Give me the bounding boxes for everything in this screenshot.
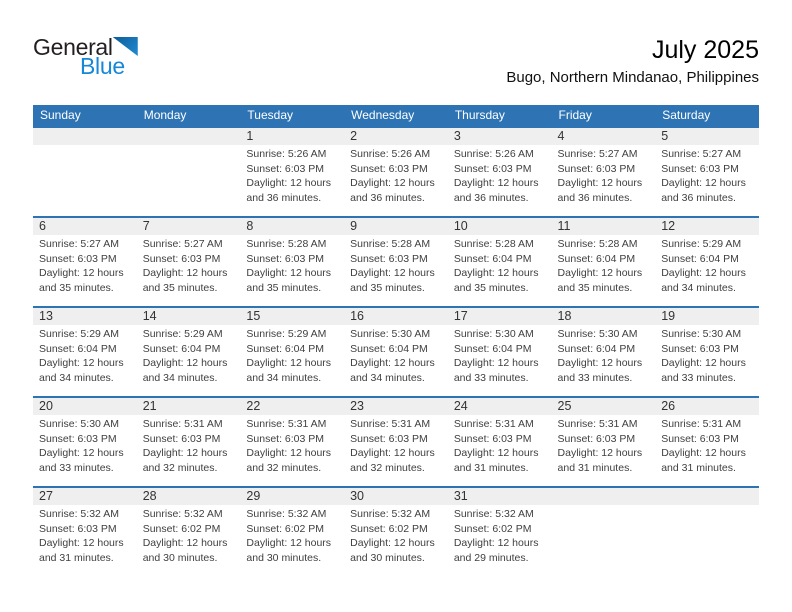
day-number: 11 (552, 217, 656, 235)
page-header (33, 34, 759, 94)
day-number: 15 (240, 307, 344, 325)
day-detail-line: Sunrise: 5:32 AM (246, 508, 327, 520)
week-day-details-row (33, 145, 759, 217)
week-day-number-row (33, 307, 759, 325)
day-detail-line: Daylight: 12 hours (350, 447, 435, 459)
day-detail-line: Daylight: 12 hours (557, 177, 643, 189)
day-detail-line: and 32 minutes. (246, 461, 322, 474)
day-detail-line: Daylight: 12 hours (453, 357, 539, 369)
day-details (448, 145, 552, 217)
weekday-header-friday: Friday (552, 105, 656, 127)
day-detail-line: Sunset: 6:03 PM (39, 252, 117, 265)
day-number: 25 (552, 397, 656, 415)
weekday-header-thursday: Thursday (448, 105, 552, 127)
day-detail-line: Sunset: 6:04 PM (142, 342, 221, 355)
day-detail-line: Sunset: 6:03 PM (142, 252, 221, 265)
day-detail-line: and 30 minutes. (142, 551, 218, 564)
day-detail-line: Daylight: 12 hours (661, 267, 746, 279)
day-detail-line: Sunrise: 5:27 AM (39, 238, 119, 250)
day-detail-line: Daylight: 12 hours (661, 447, 746, 459)
day-number: 26 (655, 397, 759, 415)
day-detail-line: Sunset: 6:04 PM (246, 342, 325, 355)
day-details (655, 325, 759, 397)
day-details (240, 145, 344, 217)
month-title: July 2025 (651, 36, 759, 64)
day-number: 18 (552, 307, 656, 325)
day-detail-line: Sunrise: 5:28 AM (557, 238, 638, 250)
day-detail-line: Daylight: 12 hours (557, 447, 643, 459)
week-day-number-row (33, 127, 759, 145)
day-details (137, 235, 241, 307)
day-detail-line: Daylight: 12 hours (661, 177, 746, 189)
day-number: 24 (448, 397, 552, 415)
day-details (448, 415, 552, 487)
empty-day-number (33, 127, 137, 145)
day-detail-line: Sunrise: 5:30 AM (350, 328, 431, 340)
day-details (33, 415, 137, 487)
day-details (448, 325, 552, 397)
day-detail-line: Sunset: 6:03 PM (246, 432, 325, 445)
day-detail-line: and 31 minutes. (661, 461, 736, 474)
day-detail-line: Sunset: 6:02 PM (350, 522, 428, 535)
day-detail-line: Sunset: 6:03 PM (661, 342, 739, 355)
day-number: 5 (655, 127, 759, 145)
day-detail-line: Sunset: 6:04 PM (350, 342, 428, 355)
day-detail-line: Daylight: 12 hours (661, 357, 746, 369)
day-detail-line: Sunrise: 5:28 AM (350, 238, 431, 250)
empty-day-details (552, 505, 656, 576)
day-number: 31 (448, 487, 552, 505)
day-detail-line: Sunset: 6:03 PM (557, 432, 636, 445)
day-details (344, 235, 448, 307)
day-detail-line: Sunset: 6:04 PM (557, 342, 636, 355)
day-number: 30 (344, 487, 448, 505)
day-detail-line: Daylight: 12 hours (350, 357, 435, 369)
day-detail-line: Sunrise: 5:29 AM (142, 328, 223, 340)
day-detail-line: and 33 minutes. (661, 371, 736, 384)
day-number: 22 (240, 397, 344, 415)
day-detail-line: Daylight: 12 hours (453, 447, 539, 459)
week-day-details-row (33, 325, 759, 397)
day-detail-line: Daylight: 12 hours (39, 267, 124, 279)
day-number: 9 (344, 217, 448, 235)
day-details (344, 505, 448, 576)
day-number: 20 (33, 397, 137, 415)
day-detail-line: and 31 minutes. (453, 461, 529, 474)
day-detail-line: Sunset: 6:03 PM (39, 432, 117, 445)
day-detail-line: Daylight: 12 hours (246, 177, 332, 189)
week-day-details-row (33, 505, 759, 576)
day-detail-line: Sunrise: 5:31 AM (246, 418, 327, 430)
day-detail-line: Sunrise: 5:31 AM (142, 418, 223, 430)
day-details (137, 415, 241, 487)
day-details (655, 235, 759, 307)
day-detail-line: and 35 minutes. (557, 281, 633, 294)
day-detail-line: and 29 minutes. (453, 551, 529, 564)
day-detail-line: and 30 minutes. (246, 551, 322, 564)
day-detail-line: and 36 minutes. (246, 191, 322, 204)
day-details (240, 235, 344, 307)
day-number: 10 (448, 217, 552, 235)
day-details (552, 145, 656, 217)
day-details (448, 235, 552, 307)
day-number: 12 (655, 217, 759, 235)
day-detail-line: and 35 minutes. (39, 281, 114, 294)
day-detail-line: Sunrise: 5:32 AM (39, 508, 119, 520)
day-detail-line: Sunset: 6:03 PM (39, 522, 117, 535)
day-number: 29 (240, 487, 344, 505)
day-detail-line: and 34 minutes. (39, 371, 114, 384)
day-detail-line: Daylight: 12 hours (350, 267, 435, 279)
day-number: 13 (33, 307, 137, 325)
day-number: 2 (344, 127, 448, 145)
day-detail-line: Sunrise: 5:26 AM (350, 148, 431, 160)
day-number: 28 (137, 487, 241, 505)
day-number: 16 (344, 307, 448, 325)
week-day-number-row (33, 397, 759, 415)
day-detail-line: Daylight: 12 hours (246, 357, 332, 369)
day-detail-line: and 31 minutes. (39, 551, 114, 564)
weekday-header-wednesday: Wednesday (344, 105, 448, 127)
calendar-header (33, 105, 759, 127)
week-day-details-row (33, 415, 759, 487)
day-detail-line: Daylight: 12 hours (246, 537, 332, 549)
day-detail-line: and 36 minutes. (350, 191, 425, 204)
day-detail-line: Sunrise: 5:31 AM (350, 418, 431, 430)
day-detail-line: Daylight: 12 hours (453, 177, 539, 189)
day-detail-line: Daylight: 12 hours (142, 447, 228, 459)
day-detail-line: and 34 minutes. (246, 371, 322, 384)
weekday-header-monday: Monday (137, 105, 241, 127)
day-detail-line: Sunrise: 5:28 AM (453, 238, 534, 250)
calendar-body (33, 127, 759, 576)
day-detail-line: Sunset: 6:03 PM (246, 252, 325, 265)
day-detail-line: and 35 minutes. (350, 281, 425, 294)
day-detail-line: and 32 minutes. (142, 461, 218, 474)
general-blue-logo (33, 34, 173, 80)
day-details (448, 505, 552, 576)
day-detail-line: and 33 minutes. (557, 371, 633, 384)
day-detail-line: and 32 minutes. (350, 461, 425, 474)
location-subtitle: Bugo, Northern Mindanao, Philippines (506, 69, 759, 86)
calendar-table (33, 105, 759, 576)
day-detail-line: Sunrise: 5:31 AM (557, 418, 638, 430)
day-detail-line: and 36 minutes. (557, 191, 633, 204)
day-detail-line: Daylight: 12 hours (557, 357, 643, 369)
day-detail-line: Daylight: 12 hours (39, 447, 124, 459)
day-detail-line: and 33 minutes. (453, 371, 529, 384)
day-details (33, 505, 137, 576)
logo-text-blue: Blue (80, 53, 125, 79)
day-detail-line: Sunset: 6:03 PM (661, 162, 739, 175)
day-details (344, 325, 448, 397)
day-details (552, 325, 656, 397)
day-number: 7 (137, 217, 241, 235)
day-detail-line: Daylight: 12 hours (142, 537, 228, 549)
empty-day-number (655, 487, 759, 505)
day-detail-line: Daylight: 12 hours (453, 267, 539, 279)
title-block (506, 34, 759, 86)
week-day-number-row (33, 217, 759, 235)
day-details (552, 415, 656, 487)
day-detail-line: and 35 minutes. (142, 281, 218, 294)
day-detail-line: Daylight: 12 hours (246, 267, 332, 279)
day-number: 19 (655, 307, 759, 325)
week-day-number-row (33, 487, 759, 505)
day-detail-line: Sunrise: 5:30 AM (557, 328, 638, 340)
day-detail-line: Sunrise: 5:32 AM (142, 508, 223, 520)
day-detail-line: and 35 minutes. (246, 281, 322, 294)
day-number: 1 (240, 127, 344, 145)
week-day-details-row (33, 235, 759, 307)
day-details (552, 235, 656, 307)
day-details (655, 145, 759, 217)
day-details (344, 415, 448, 487)
empty-day-number (137, 127, 241, 145)
day-detail-line: Sunset: 6:03 PM (453, 432, 532, 445)
day-details (33, 235, 137, 307)
day-detail-line: Daylight: 12 hours (39, 537, 124, 549)
empty-day-details (137, 145, 241, 217)
day-detail-line: Sunset: 6:03 PM (661, 432, 739, 445)
day-number: 3 (448, 127, 552, 145)
day-details (655, 415, 759, 487)
day-detail-line: and 34 minutes. (661, 281, 736, 294)
day-detail-line: Sunset: 6:02 PM (453, 522, 532, 535)
day-detail-line: Sunset: 6:04 PM (453, 342, 532, 355)
logo-text-general: General (33, 34, 113, 60)
day-detail-line: and 34 minutes. (142, 371, 218, 384)
day-detail-line: and 33 minutes. (39, 461, 114, 474)
day-detail-line: Sunset: 6:03 PM (246, 162, 325, 175)
day-detail-line: Daylight: 12 hours (142, 357, 228, 369)
day-detail-line: and 36 minutes. (661, 191, 736, 204)
day-detail-line: Daylight: 12 hours (350, 177, 435, 189)
day-detail-line: Sunrise: 5:28 AM (246, 238, 327, 250)
day-detail-line: and 35 minutes. (453, 281, 529, 294)
day-detail-line: Sunrise: 5:30 AM (661, 328, 742, 340)
day-detail-line: Sunset: 6:04 PM (557, 252, 636, 265)
day-detail-line: and 34 minutes. (350, 371, 425, 384)
day-detail-line: Sunset: 6:02 PM (142, 522, 221, 535)
day-details (344, 145, 448, 217)
day-detail-line: Sunrise: 5:30 AM (39, 418, 119, 430)
day-detail-line: Sunset: 6:03 PM (557, 162, 636, 175)
day-detail-line: and 31 minutes. (557, 461, 633, 474)
day-details (137, 505, 241, 576)
day-details (33, 325, 137, 397)
day-detail-line: Daylight: 12 hours (142, 267, 228, 279)
day-number: 17 (448, 307, 552, 325)
day-details (240, 505, 344, 576)
day-detail-line: Daylight: 12 hours (246, 447, 332, 459)
day-detail-line: Sunrise: 5:30 AM (453, 328, 534, 340)
day-detail-line: Sunrise: 5:31 AM (661, 418, 742, 430)
day-detail-line: Sunrise: 5:32 AM (453, 508, 534, 520)
empty-day-number (552, 487, 656, 505)
day-detail-line: Daylight: 12 hours (557, 267, 643, 279)
weekday-header-tuesday: Tuesday (240, 105, 344, 127)
day-detail-line: Sunrise: 5:29 AM (246, 328, 327, 340)
day-detail-line: Daylight: 12 hours (350, 537, 435, 549)
day-detail-line: Sunrise: 5:27 AM (142, 238, 223, 250)
day-detail-line: Sunrise: 5:32 AM (350, 508, 431, 520)
day-detail-line: Daylight: 12 hours (39, 357, 124, 369)
day-detail-line: Sunrise: 5:26 AM (246, 148, 327, 160)
day-detail-line: Sunset: 6:03 PM (350, 252, 428, 265)
day-detail-line: Sunrise: 5:29 AM (39, 328, 119, 340)
day-detail-line: Sunrise: 5:26 AM (453, 148, 534, 160)
day-detail-line: Sunset: 6:03 PM (350, 162, 428, 175)
day-details (137, 325, 241, 397)
day-detail-line: Sunset: 6:03 PM (142, 432, 221, 445)
day-detail-line: Sunrise: 5:27 AM (557, 148, 638, 160)
day-number: 6 (33, 217, 137, 235)
day-detail-line: Sunset: 6:04 PM (453, 252, 532, 265)
day-number: 8 (240, 217, 344, 235)
empty-day-details (655, 505, 759, 576)
day-detail-line: Sunrise: 5:31 AM (453, 418, 534, 430)
day-number: 23 (344, 397, 448, 415)
day-detail-line: Sunset: 6:03 PM (453, 162, 532, 175)
weekday-header-saturday: Saturday (655, 105, 759, 127)
day-detail-line: Sunset: 6:04 PM (661, 252, 739, 265)
day-detail-line: Sunrise: 5:29 AM (661, 238, 742, 250)
day-detail-line: Sunset: 6:02 PM (246, 522, 325, 535)
empty-day-details (33, 145, 137, 217)
weekday-header-row (33, 105, 759, 127)
day-number: 27 (33, 487, 137, 505)
day-detail-line: Daylight: 12 hours (453, 537, 539, 549)
day-details (240, 325, 344, 397)
day-details (240, 415, 344, 487)
weekday-header-sunday: Sunday (33, 105, 137, 127)
day-detail-line: and 30 minutes. (350, 551, 425, 564)
day-detail-line: and 36 minutes. (453, 191, 529, 204)
day-number: 21 (137, 397, 241, 415)
day-number: 14 (137, 307, 241, 325)
day-detail-line: Sunset: 6:04 PM (39, 342, 117, 355)
day-detail-line: Sunrise: 5:27 AM (661, 148, 742, 160)
day-number: 4 (552, 127, 656, 145)
day-detail-line: Sunset: 6:03 PM (350, 432, 428, 445)
